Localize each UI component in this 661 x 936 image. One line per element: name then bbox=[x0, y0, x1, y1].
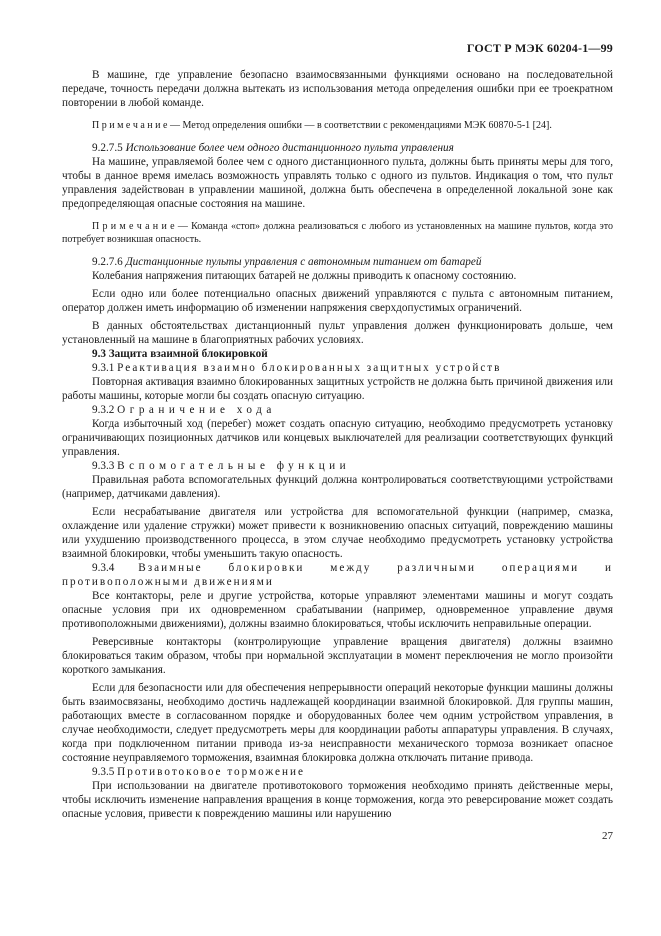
paragraph: Если одно или более потенциально опасных движений управляются с пульта с автономным питанием, оператор должен иметь информацию об изменении напряжения сверхдопустимых ограничений. bbox=[62, 288, 613, 314]
section-9-3-5-heading bbox=[62, 765, 613, 779]
paragraph: Реверсивные контакторы (контролирующие управление вращения двигателя) должны взаимно блокироваться таким образом, чтобы при нормальной эксплуатации в момент переключения не могло произойти короткого замыкания. bbox=[62, 636, 613, 676]
section-9-3-1-heading bbox=[62, 361, 613, 375]
section-9-2-7-6-heading bbox=[62, 255, 613, 269]
paragraph: Если несрабатывание двигателя или устройства для вспомогательной функции (например, смазка, охлаждение или удаление стружки) может привести к возникновению опасных ситуаций, повреждению машины или ухудшению производственного процесса, в этом случае необходимо предусмотреть установку устройства взаимной блокировки, чтобы уменьшить такую опасность. bbox=[62, 506, 613, 560]
paragraph: Если для безопасности или для обеспечения непрерывности операций некоторые функции машины должны быть взаимосвязаны, необходимо достичь надлежащей координации взаимной блокировкой. Для группы машин, работающих вместе в согласованном порядке и оборудованных более чем одним устройством управления, в случае необходимости, следует предусмотреть меры для координации работы аппаратуры управления. В случаях, когда при подключенном питании привода из-за неисправности механического тормоза возникает опасное состояние неуправляемого торможения, взаимная блокировка должна отключать питание привода. bbox=[62, 682, 613, 764]
paragraph: Правильная работа вспомогательных функций должна контролироваться соответствующими устройствами (например, датчиками давления). bbox=[62, 474, 613, 500]
paragraph: В данных обстоятельствах дистанционный пульт управления должен функционировать дольше, чем установленный на машине в благоприятных рабочих условиях. bbox=[62, 320, 613, 346]
paragraph: Когда избыточный ход (перебег) может создать опасную ситуацию, необходимо предусмотреть установку ограничивающих позиционных датчиков или концевых выключателей для реализации соответствующих функций управления. bbox=[62, 418, 613, 458]
section-title: Реактивация взаимно блокированных защитных устройств bbox=[117, 362, 502, 374]
section-title: Взаимные блокировки между различными операциями и противоположными движениями bbox=[62, 562, 613, 588]
section-9-3-4-heading bbox=[62, 561, 613, 589]
section-9-3-heading: 9.3 Защита взаимной блокировкой bbox=[92, 348, 268, 360]
section-number: 9.3.5 bbox=[92, 766, 118, 778]
section-title: Вспомогательные функции bbox=[117, 460, 351, 472]
note-2 bbox=[62, 220, 613, 246]
section-title: Использование более чем одного дистанционного пульта управления bbox=[125, 142, 454, 154]
note-text: — Команда «стоп» должна реализоваться с любого из установленных на машине пультов, когда это потребует возникшая опасность. bbox=[62, 221, 614, 245]
section-number: 9.2.7.6 bbox=[92, 256, 126, 268]
document-header: ГОСТ Р МЭК 60204-1—99 bbox=[466, 41, 613, 55]
paragraph: При использовании на двигателе противотокового торможения необходимо принять действенные меры, чтобы исключить изменение направления вращения в конце торможения, когда это реверсирование может создать опасные условия, привести к повреждению машины или нарушению bbox=[62, 780, 613, 820]
paragraph: В машине, где управление безопасно взаимосвязанными функциями основано на последовательной передаче, точность передачи должна вытекать из использования метода определения ошибки при ее троекратном повторении в любой команде. bbox=[62, 69, 613, 109]
section-9-2-7-5-heading bbox=[62, 141, 613, 155]
section-title: Ограничение хода bbox=[117, 404, 276, 416]
section-number: 9.3.3 bbox=[92, 460, 118, 472]
paragraph: Колебания напряжения питающих батарей не должны приводить к опасному состоянию. bbox=[92, 270, 517, 282]
section-number: 9.3.4 bbox=[92, 562, 139, 574]
section-title: Дистанционные пульты управления с автономным питанием от батарей bbox=[125, 256, 482, 268]
section-9-3-3-heading bbox=[62, 459, 613, 473]
section-number: 9.2.7.5 bbox=[92, 142, 126, 154]
note-1 bbox=[62, 119, 613, 132]
note-label: П р и м е ч а н и е bbox=[92, 221, 175, 232]
paragraph: Все контакторы, реле и другие устройства, которые управляют элементами машины и могут создать опасные условия при их одновременном срабатывании (например, одновременное управление двумя противоположными движениями), должны взаимно блокироваться, чтобы исключить неправильные операции. bbox=[62, 590, 613, 630]
section-title: Противотоковое торможение bbox=[117, 766, 305, 778]
note-text: — Метод определения ошибки — в соответствии с рекомендациями МЭК 60870-5-1 [24]. bbox=[167, 120, 552, 131]
note-label: П р и м е ч а н и е bbox=[92, 120, 168, 131]
page-number: 27 bbox=[602, 830, 613, 842]
section-number: 9.3.1 bbox=[92, 362, 118, 374]
paragraph: Повторная активация взаимно блокированных защитных устройств не должна быть причиной движения или работы машины, которые могли бы создать опасную ситуацию. bbox=[62, 376, 613, 402]
paragraph: На машине, управляемой более чем с одного дистанционного пульта, должны быть приняты меры для того, чтобы в данное время имелась возможность управлять только с одного из пультов. Индикация о том, что пульт управления задействован в управлении машиной, должна быть обеспечена в определенной локальной зоне как предопределяющая опасные состояния на машине. bbox=[62, 156, 613, 210]
page-content bbox=[62, 68, 613, 821]
section-number: 9.3.2 bbox=[92, 404, 118, 416]
section-9-3-2-heading bbox=[62, 403, 613, 417]
